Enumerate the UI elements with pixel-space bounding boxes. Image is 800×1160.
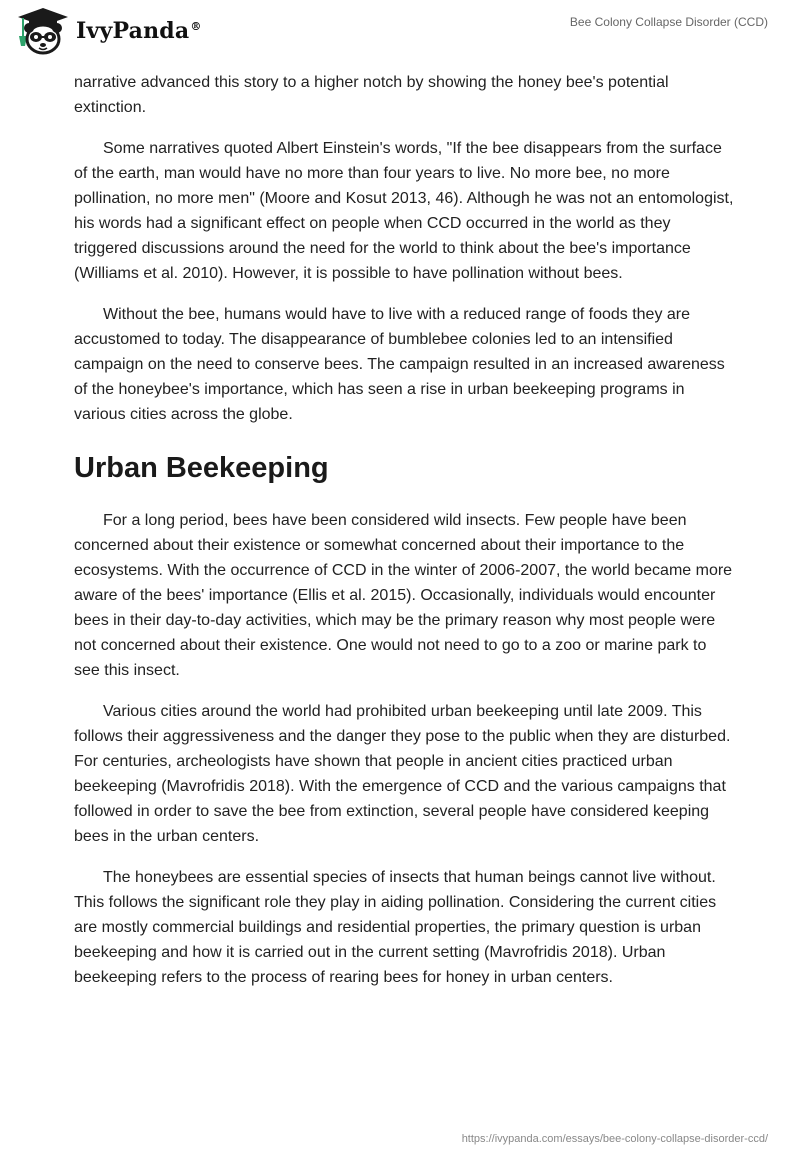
- paragraph: Some narratives quoted Albert Einstein's words, "If the bee disappears from the surface of the earth, man would have no more than four years to live. No more bee, no more pollination, no more men" (Moore and Kosut 2013, 46). Although he was not an entomologist, his words had a significant effect on people when CCD occurred in the world as they triggered discussions around the need for the world to think about the bee's importance (Williams et al. 2010). However, it is possible to have pollination without bees.: [74, 140, 734, 282]
- paragraph: Various cities around the world had prohibited urban beekeeping until late 2009. This follows their aggressiveness and the danger they pose to the public when they are disturbed. For centuries, archeologists have shown that people in ancient cities practiced urban beekeeping (Mavrofridis 2018). With the emergence of CCD and the various campaigns that followed in order to save the bee from extinction, several people have considered keeping bees in the urban centers.: [74, 703, 731, 845]
- paragraph: narrative advanced this story to a higher notch by showing the honey bee's potential extinction.: [74, 74, 669, 116]
- source-url-link[interactable]: https://ivypanda.com/essays/bee-colony-collapse-disorder-ccd/: [461, 1133, 768, 1145]
- registered-mark: ®: [190, 19, 202, 33]
- paragraph: Without the bee, humans would have to live with a reduced range of foods they are accustomed to today. The disappearance of bumblebee colonies led to an intensified campaign on the need to conserve bees. The campaign resulted in an increased awareness of the honeybee's importance, which has seen a rise in urban beekeeping programs in various cities across the globe.: [74, 306, 725, 423]
- paragraph: The honeybees are essential species of insects that human beings cannot live without. This follows the significant role they play in aiding pollination. Considering the current cities are mostly commercial buildings and residential properties, the primary question is urban beekeeping and how it is carried out in the current setting (Mavrofridis 2018). Urban beekeeping refers to the process of rearing bees for honey in urban centers.: [74, 869, 717, 986]
- brand-name: [76, 18, 202, 44]
- panda-graduate-icon: [14, 6, 72, 56]
- section-heading: Urban Beekeeping: [74, 452, 329, 484]
- document-title: Bee Colony Collapse Disorder (CCD): [569, 15, 768, 29]
- paragraph: For a long period, bees have been considered wild insects. Few people have been concerned about their existence or somewhat concerned about their importance to the ecosystems. With the occurrence of CCD in the winter of 2006-2007, the world became more aware of the bees' importance (Ellis et al. 2015). Occasionally, individuals would encounter bees in their day-to-day activities, which may be the primary reason why most people were not concerned about their existence. One would not need to go to a zoo or marine park to see this insect.: [74, 512, 733, 679]
- page-header: [0, 0, 800, 64]
- ivypanda-logo[interactable]: [14, 6, 202, 56]
- brand-name-text: IvyPanda: [76, 18, 190, 44]
- article-body: [74, 70, 734, 1006]
